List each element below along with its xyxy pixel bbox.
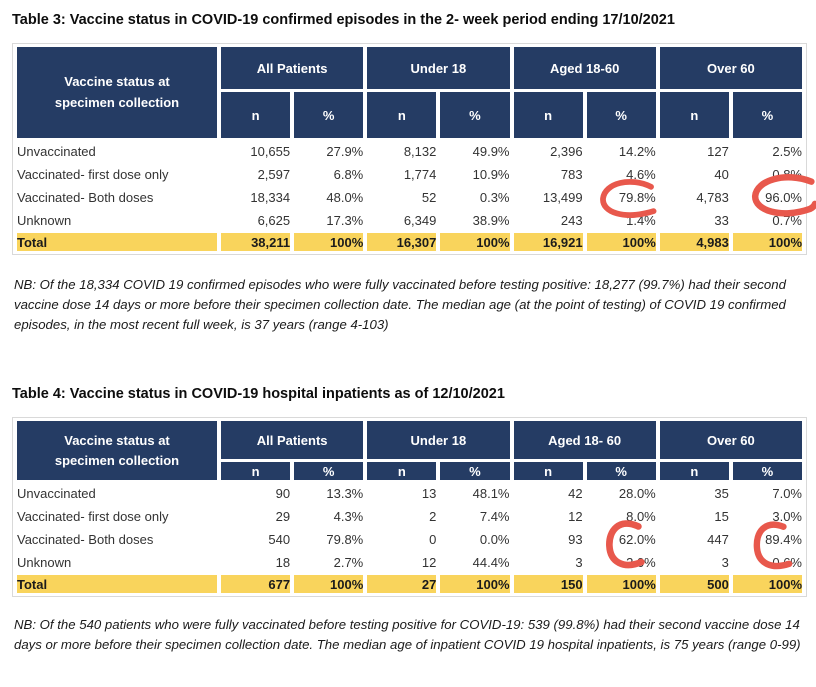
data-cell: 10.9% bbox=[440, 164, 509, 184]
row-label: Vaccinated- Both doses bbox=[17, 529, 217, 549]
table4-group-aged-18-60: Aged 18- 60 bbox=[514, 421, 656, 459]
total-label: Total bbox=[17, 233, 217, 251]
data-cell: 44.4% bbox=[440, 552, 509, 572]
data-cell: 12 bbox=[514, 506, 583, 526]
subheader-pct: % bbox=[733, 92, 802, 138]
data-cell: 8.0% bbox=[587, 506, 656, 526]
table4-note: NB: Of the 540 patients who were fully vaccinated before testing positive for COVID-19: 539 (99.8%) had their second vaccine dose 14 days or more before their specimen collection date. The median age of inpatient COVID 19 hospital inpatients, is 75 years (range 0-99) bbox=[14, 617, 801, 653]
total-cell: 100% bbox=[587, 233, 656, 251]
data-cell: 42 bbox=[514, 483, 583, 503]
corner-line1: Vaccine status at bbox=[64, 74, 170, 90]
subheader-n: n bbox=[221, 462, 290, 480]
total-label: Total bbox=[17, 575, 217, 593]
data-cell: 783 bbox=[514, 164, 583, 184]
data-cell: 0.0% bbox=[440, 529, 509, 549]
data-cell: 13.3% bbox=[294, 483, 363, 503]
table-row-unknown bbox=[17, 210, 802, 230]
table-row-first-dose bbox=[17, 506, 802, 526]
data-cell: 14.2% bbox=[587, 141, 656, 161]
table-row-first-dose bbox=[17, 164, 802, 184]
total-cell: 100% bbox=[733, 233, 802, 251]
data-cell: 40 bbox=[660, 164, 729, 184]
data-cell-circled: 79.8% bbox=[587, 187, 656, 207]
total-cell: 16,921 bbox=[514, 233, 583, 251]
data-cell: 540 bbox=[221, 529, 290, 549]
data-cell: 1.4% bbox=[587, 210, 656, 230]
table4-group-over-60: Over 60 bbox=[660, 421, 802, 459]
corner-line2: specimen collection bbox=[54, 452, 180, 468]
data-cell: 0.6% bbox=[733, 552, 802, 572]
data-cell: 13 bbox=[367, 483, 436, 503]
data-cell: 4.3% bbox=[294, 506, 363, 526]
data-cell: 2.0% bbox=[587, 552, 656, 572]
subheader-n: n bbox=[514, 92, 583, 138]
table-row-both-doses bbox=[17, 529, 802, 549]
data-cell: 17.3% bbox=[294, 210, 363, 230]
data-cell-circled: 96.0% bbox=[733, 187, 802, 207]
data-cell: 7.4% bbox=[440, 506, 509, 526]
total-cell: 150 bbox=[514, 575, 583, 593]
data-cell: 29 bbox=[221, 506, 290, 526]
subheader-n: n bbox=[221, 92, 290, 138]
table3-corner-header bbox=[17, 47, 217, 138]
row-label: Vaccinated- Both doses bbox=[17, 187, 217, 207]
data-cell-circled: 89.4% bbox=[733, 529, 802, 549]
total-cell: 100% bbox=[294, 575, 363, 593]
data-cell: 18 bbox=[221, 552, 290, 572]
data-cell: 90 bbox=[221, 483, 290, 503]
subheader-pct: % bbox=[587, 92, 656, 138]
total-cell: 16,307 bbox=[367, 233, 436, 251]
data-cell: 13,499 bbox=[514, 187, 583, 207]
row-label: Unvaccinated bbox=[17, 483, 217, 503]
row-label: Vaccinated- first dose only bbox=[17, 506, 217, 526]
data-cell: 15 bbox=[660, 506, 729, 526]
table4-corner-header bbox=[17, 421, 217, 480]
table3-group-under-18: Under 18 bbox=[367, 47, 509, 89]
subheader-pct: % bbox=[587, 462, 656, 480]
data-cell: 447 bbox=[660, 529, 729, 549]
data-cell: 4,783 bbox=[660, 187, 729, 207]
subheader-n: n bbox=[367, 92, 436, 138]
subheader-pct: % bbox=[733, 462, 802, 480]
data-cell: 38.9% bbox=[440, 210, 509, 230]
table3-title: Table 3: Vaccine status in COVID-19 confirmed episodes in the 2- week period ending 17/10/2021 bbox=[12, 12, 675, 28]
data-cell: 3 bbox=[660, 552, 729, 572]
data-cell: 79.8% bbox=[294, 529, 363, 549]
data-cell: 3.0% bbox=[733, 506, 802, 526]
total-cell: 38,211 bbox=[221, 233, 290, 251]
corner-line1: Vaccine status at bbox=[64, 432, 170, 448]
data-cell: 48.1% bbox=[440, 483, 509, 503]
subheader-n: n bbox=[367, 462, 436, 480]
subheader-pct: % bbox=[440, 462, 509, 480]
total-cell: 500 bbox=[660, 575, 729, 593]
table3-group-header-row bbox=[17, 47, 802, 89]
data-cell: 2.5% bbox=[733, 141, 802, 161]
data-cell: 7.0% bbox=[733, 483, 802, 503]
data-cell: 2,396 bbox=[514, 141, 583, 161]
data-cell: 6,625 bbox=[221, 210, 290, 230]
data-cell: 0.8% bbox=[733, 164, 802, 184]
table3-container bbox=[12, 43, 806, 255]
table4 bbox=[12, 417, 807, 597]
subheader-n: n bbox=[514, 462, 583, 480]
subheader-pct: % bbox=[294, 462, 363, 480]
data-cell: 49.9% bbox=[440, 141, 509, 161]
subheader-pct: % bbox=[294, 92, 363, 138]
data-cell: 35 bbox=[660, 483, 729, 503]
data-cell: 3 bbox=[514, 552, 583, 572]
total-row bbox=[17, 575, 802, 593]
data-cell: 93 bbox=[514, 529, 583, 549]
data-cell: 10,655 bbox=[221, 141, 290, 161]
data-cell: 127 bbox=[660, 141, 729, 161]
data-cell: 12 bbox=[367, 552, 436, 572]
data-cell: 8,132 bbox=[367, 141, 436, 161]
data-cell-circled: 62.0% bbox=[587, 529, 656, 549]
data-cell: 27.9% bbox=[294, 141, 363, 161]
row-label: Vaccinated- first dose only bbox=[17, 164, 217, 184]
data-cell: 0.7% bbox=[733, 210, 802, 230]
table4-group-all-patients: All Patients bbox=[221, 421, 363, 459]
row-label: Unvaccinated bbox=[17, 141, 217, 161]
total-cell: 4,983 bbox=[660, 233, 729, 251]
table3-group-over-60: Over 60 bbox=[660, 47, 802, 89]
subheader-n: n bbox=[660, 92, 729, 138]
table3-note: NB: Of the 18,334 COVID 19 confirmed episodes who were fully vaccinated before testing positive: 18,277 (99.7%) had their second vaccine dose 14 days or more before their specimen collection date. The median age (at the point of testing) of COVID 19 confirmed episodes, in the most recent full week, is 37 years (range 4-103) bbox=[14, 277, 786, 332]
table4-title: Table 4: Vaccine status in COVID-19 hospital inpatients as of 12/10/2021 bbox=[12, 386, 505, 403]
table4-group-header-row bbox=[17, 421, 802, 459]
total-cell: 100% bbox=[440, 233, 509, 251]
data-cell: 2,597 bbox=[221, 164, 290, 184]
table4-container bbox=[12, 417, 806, 597]
total-cell: 100% bbox=[587, 575, 656, 593]
data-cell: 4.6% bbox=[587, 164, 656, 184]
data-cell: 2 bbox=[367, 506, 436, 526]
total-row bbox=[17, 233, 802, 251]
row-label: Unknown bbox=[17, 552, 217, 572]
data-cell: 52 bbox=[367, 187, 436, 207]
subheader-pct: % bbox=[440, 92, 509, 138]
table4-group-under-18: Under 18 bbox=[367, 421, 509, 459]
subheader-n: n bbox=[660, 462, 729, 480]
table3 bbox=[12, 43, 807, 255]
total-cell: 100% bbox=[440, 575, 509, 593]
data-cell: 243 bbox=[514, 210, 583, 230]
corner-line2: specimen collection bbox=[54, 94, 180, 110]
total-cell: 27 bbox=[367, 575, 436, 593]
data-cell: 2.7% bbox=[294, 552, 363, 572]
table-row-unknown bbox=[17, 552, 802, 572]
total-cell: 677 bbox=[221, 575, 290, 593]
table3-group-all-patients: All Patients bbox=[221, 47, 363, 89]
data-cell: 28.0% bbox=[587, 483, 656, 503]
table-row-unvaccinated bbox=[17, 483, 802, 503]
data-cell: 1,774 bbox=[367, 164, 436, 184]
data-cell: 33 bbox=[660, 210, 729, 230]
table-row-unvaccinated bbox=[17, 141, 802, 161]
total-cell: 100% bbox=[294, 233, 363, 251]
data-cell: 0.3% bbox=[440, 187, 509, 207]
row-label: Unknown bbox=[17, 210, 217, 230]
data-cell: 0 bbox=[367, 529, 436, 549]
data-cell: 18,334 bbox=[221, 187, 290, 207]
table-row-both-doses bbox=[17, 187, 802, 207]
data-cell: 6.8% bbox=[294, 164, 363, 184]
data-cell: 48.0% bbox=[294, 187, 363, 207]
total-cell: 100% bbox=[733, 575, 802, 593]
data-cell: 6,349 bbox=[367, 210, 436, 230]
table3-group-aged-18-60: Aged 18-60 bbox=[514, 47, 656, 89]
